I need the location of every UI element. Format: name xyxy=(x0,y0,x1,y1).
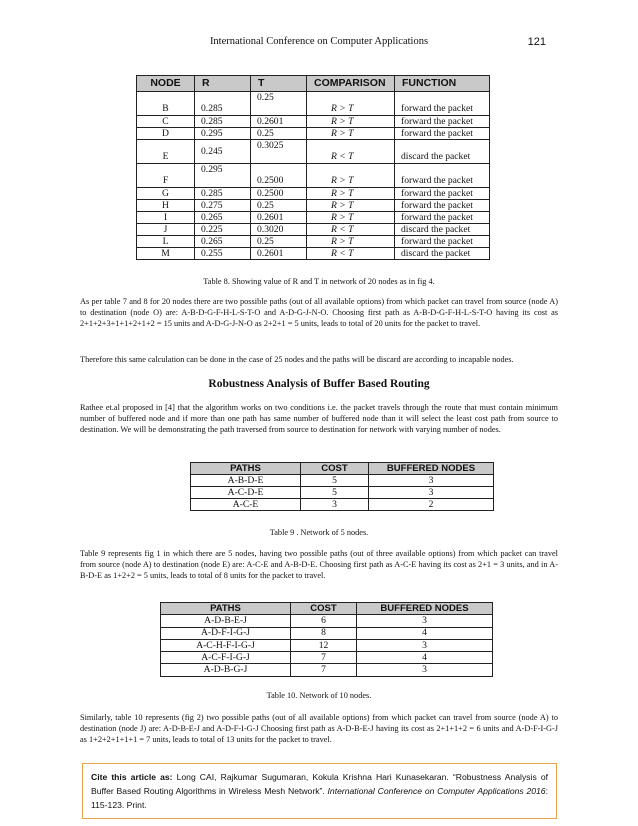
r-cell: 0.245 xyxy=(195,140,251,164)
table-row xyxy=(137,116,490,128)
r-cell: 0.285 xyxy=(195,92,251,116)
paragraph-table-10: Similarly, table 10 represents (fig 2) two possible paths (out of all available options) from which packet can travel from source (node A) to destination (node J) are: A-D-B-E-J and A-D-F-I-G-J Choosing first path as A-D-B-E-J having its cost as 2+1+1+2 = 6 units and A-D-F-I-G-J as 1+2+2+1+1+1 = 7 units, leads to total of 13 units for the packet to travel. xyxy=(80,713,558,745)
buffered-nodes-cell: 3 xyxy=(369,487,494,499)
table-row xyxy=(137,248,490,260)
table-8-body xyxy=(137,92,490,260)
table-8-header-row xyxy=(137,76,490,92)
buffered-nodes-cell: 4 xyxy=(357,627,493,639)
cost-cell: 3 xyxy=(301,499,369,511)
page-number: 121 xyxy=(527,36,546,48)
node-cell: I xyxy=(137,212,195,224)
function-cell: forward the packet xyxy=(395,212,490,224)
r-cell: 0.285 xyxy=(195,188,251,200)
col-header-comparison: COMPARISON xyxy=(307,76,395,92)
node-cell: J xyxy=(137,224,195,236)
table-9-caption: Table 9 . Network of 5 nodes. xyxy=(269,528,369,537)
comparison-cell: R < T xyxy=(307,248,395,260)
comparison-cell: R < T xyxy=(307,224,395,236)
citation-authors-title: Long CAI, Rajkumar Sugumaran, Kokula Krishna Hari Kunasekaran. “Robustness Analysis of Buffer Based Routing Algorithms in Wireless Mesh Network”. xyxy=(91,772,549,796)
function-cell: discard the packet xyxy=(395,224,490,236)
function-cell: forward the packet xyxy=(395,128,490,140)
function-cell: forward the packet xyxy=(395,92,490,116)
citation-box xyxy=(82,763,557,819)
node-cell: L xyxy=(137,236,195,248)
node-cell: M xyxy=(137,248,195,260)
function-cell: forward the packet xyxy=(395,188,490,200)
citation-venue: International Conference on Computer Applications 2016 xyxy=(327,786,546,796)
t-cell: 0.25 xyxy=(251,200,307,212)
cost-cell: 5 xyxy=(301,487,369,499)
table-9-body xyxy=(191,475,494,511)
node-cell: G xyxy=(137,188,195,200)
path-cell: A-D-B-G-J xyxy=(161,664,291,676)
table-row xyxy=(161,627,493,639)
table-10-caption: Table 10. Network of 10 nodes. xyxy=(266,691,372,700)
table-row xyxy=(161,664,493,676)
table-row xyxy=(191,487,494,499)
t-cell: 0.2500 xyxy=(251,188,307,200)
path-cell: A-D-F-I-G-J xyxy=(161,627,291,639)
table-8-caption: Table 8. Showing value of R and T in network of 20 nodes as in fig 4. xyxy=(203,277,435,286)
comparison-cell: R > T xyxy=(307,116,395,128)
node-cell: B xyxy=(137,92,195,116)
cost-cell: 7 xyxy=(291,652,357,664)
path-cell: A-C-D-E xyxy=(191,487,301,499)
t-cell: 0.2500 xyxy=(251,164,307,188)
r-cell: 0.285 xyxy=(195,116,251,128)
paragraph-25-nodes: Therefore this same calculation can be done in the case of 25 nodes and the paths will be discard are according to incapable nodes. xyxy=(80,355,514,364)
col-header-buffered-nodes: BUFFERED NODES xyxy=(357,603,493,615)
col-header-node: NODE xyxy=(137,76,195,92)
path-cell: A-B-D-E xyxy=(191,475,301,487)
table-row xyxy=(161,639,493,651)
function-cell: forward the packet xyxy=(395,200,490,212)
r-cell: 0.255 xyxy=(195,248,251,260)
buffered-nodes-cell: 2 xyxy=(369,499,494,511)
page-header xyxy=(0,36,638,52)
function-cell: discard the packet xyxy=(395,248,490,260)
function-cell: discard the packet xyxy=(395,140,490,164)
col-header-paths: PATHS xyxy=(191,463,301,475)
r-cell: 0.265 xyxy=(195,212,251,224)
col-header-t: T xyxy=(251,76,307,92)
table-row xyxy=(137,140,490,164)
node-cell: D xyxy=(137,128,195,140)
t-cell: 0.2601 xyxy=(251,248,307,260)
citation-label: Cite this article as: xyxy=(91,772,173,782)
t-cell: 0.3025 xyxy=(251,140,307,164)
table-9 xyxy=(190,462,494,511)
r-cell: 0.295 xyxy=(195,164,251,188)
table-row xyxy=(161,615,493,627)
comparison-cell: R > T xyxy=(307,128,395,140)
table-row xyxy=(137,200,490,212)
cost-cell: 5 xyxy=(301,475,369,487)
paragraph-paths-20-nodes: As per table 7 and 8 for 20 nodes there are two possible paths (out of all available options) from which packet can travel from source (node A) to destination (node O) are: A-B-D-G-F-H-L-S-T-O and A-D-G-J-N-O. Choosing first path as A-B-D-G-F-H-L-S-T-O having its cost as 2+1+2+3+1+1+2+1+2 = 15 units and A-D-G-J-N-O as 2+2+1 = 5 units, leads to total of 20 units for the packet to travel. xyxy=(80,297,558,329)
node-cell: F xyxy=(137,164,195,188)
table-row xyxy=(137,92,490,116)
t-cell: 0.2601 xyxy=(251,116,307,128)
r-cell: 0.225 xyxy=(195,224,251,236)
t-cell: 0.3020 xyxy=(251,224,307,236)
col-header-cost: COST xyxy=(301,463,369,475)
paragraph-table-9: Table 9 represents fig 1 in which there are 5 nodes, having two possible paths (out of three available options) from which packet can travel from source (node A) to destination (node E) are: A-C-E and A-B-D-E. Choosing first path as A-C-E having its cost as 2+1 = 3 units, and in A-B-D-E as 1+2+2 = 5 units, leads to total of 8 units for the packet to travel. xyxy=(80,549,558,581)
comparison-cell: R > T xyxy=(307,188,395,200)
paragraph-rathee: Rathee et.al proposed in [4] that the algorithm works on two conditions i.e. the packet travels through the route that must contain minimum number of buffered node and if more than one path has same number of buffered node than it will select the least cost path from source to destination. We will be demonstrating the path traversed from source to destination for network with varying number of nodes. xyxy=(80,403,558,435)
cost-cell: 12 xyxy=(291,639,357,651)
comparison-cell: R < T xyxy=(307,140,395,164)
comparison-cell: R > T xyxy=(307,212,395,224)
path-cell: A-D-B-E-J xyxy=(161,615,291,627)
path-cell: A-C-E xyxy=(191,499,301,511)
col-header-r: R xyxy=(195,76,251,92)
comparison-cell: R > T xyxy=(307,236,395,248)
cost-cell: 7 xyxy=(291,664,357,676)
table-row xyxy=(137,164,490,188)
section-title: Robustness Analysis of Buffer Based Routing xyxy=(208,378,430,390)
function-cell: forward the packet xyxy=(395,116,490,128)
table-10 xyxy=(160,602,493,677)
r-cell: 0.265 xyxy=(195,236,251,248)
table-9-header-row xyxy=(191,463,494,475)
buffered-nodes-cell: 4 xyxy=(357,652,493,664)
table-10-body xyxy=(161,615,493,676)
table-row xyxy=(191,499,494,511)
table-row xyxy=(137,212,490,224)
comparison-cell: R > T xyxy=(307,200,395,212)
comparison-cell: R > T xyxy=(307,92,395,116)
table-row xyxy=(137,236,490,248)
buffered-nodes-cell: 3 xyxy=(357,664,493,676)
table-row xyxy=(137,188,490,200)
table-10-header-row xyxy=(161,603,493,615)
cost-cell: 6 xyxy=(291,615,357,627)
function-cell: forward the packet xyxy=(395,236,490,248)
buffered-nodes-cell: 3 xyxy=(357,639,493,651)
col-header-function: FUNCTION xyxy=(395,76,490,92)
col-header-cost: COST xyxy=(291,603,357,615)
buffered-nodes-cell: 3 xyxy=(357,615,493,627)
node-cell: C xyxy=(137,116,195,128)
node-cell: H xyxy=(137,200,195,212)
path-cell: A-C-F-I-G-J xyxy=(161,652,291,664)
function-cell: forward the packet xyxy=(395,164,490,188)
citation-pages: : 115-123. Print. xyxy=(91,786,548,810)
r-cell: 0.275 xyxy=(195,200,251,212)
col-header-buffered-nodes: BUFFERED NODES xyxy=(369,463,494,475)
t-cell: 0.25 xyxy=(251,128,307,140)
cost-cell: 8 xyxy=(291,627,357,639)
table-8 xyxy=(136,75,490,260)
table-row xyxy=(191,475,494,487)
t-cell: 0.25 xyxy=(251,236,307,248)
r-cell: 0.295 xyxy=(195,128,251,140)
table-row xyxy=(137,224,490,236)
table-row xyxy=(161,652,493,664)
table-row xyxy=(137,128,490,140)
path-cell: A-C-H-F-I-G-J xyxy=(161,639,291,651)
node-cell: E xyxy=(137,140,195,164)
buffered-nodes-cell: 3 xyxy=(369,475,494,487)
journal-title: International Conference on Computer Applications xyxy=(209,36,429,47)
col-header-paths: PATHS xyxy=(161,603,291,615)
comparison-cell: R > T xyxy=(307,164,395,188)
t-cell: 0.2601 xyxy=(251,212,307,224)
t-cell: 0.25 xyxy=(251,92,307,116)
